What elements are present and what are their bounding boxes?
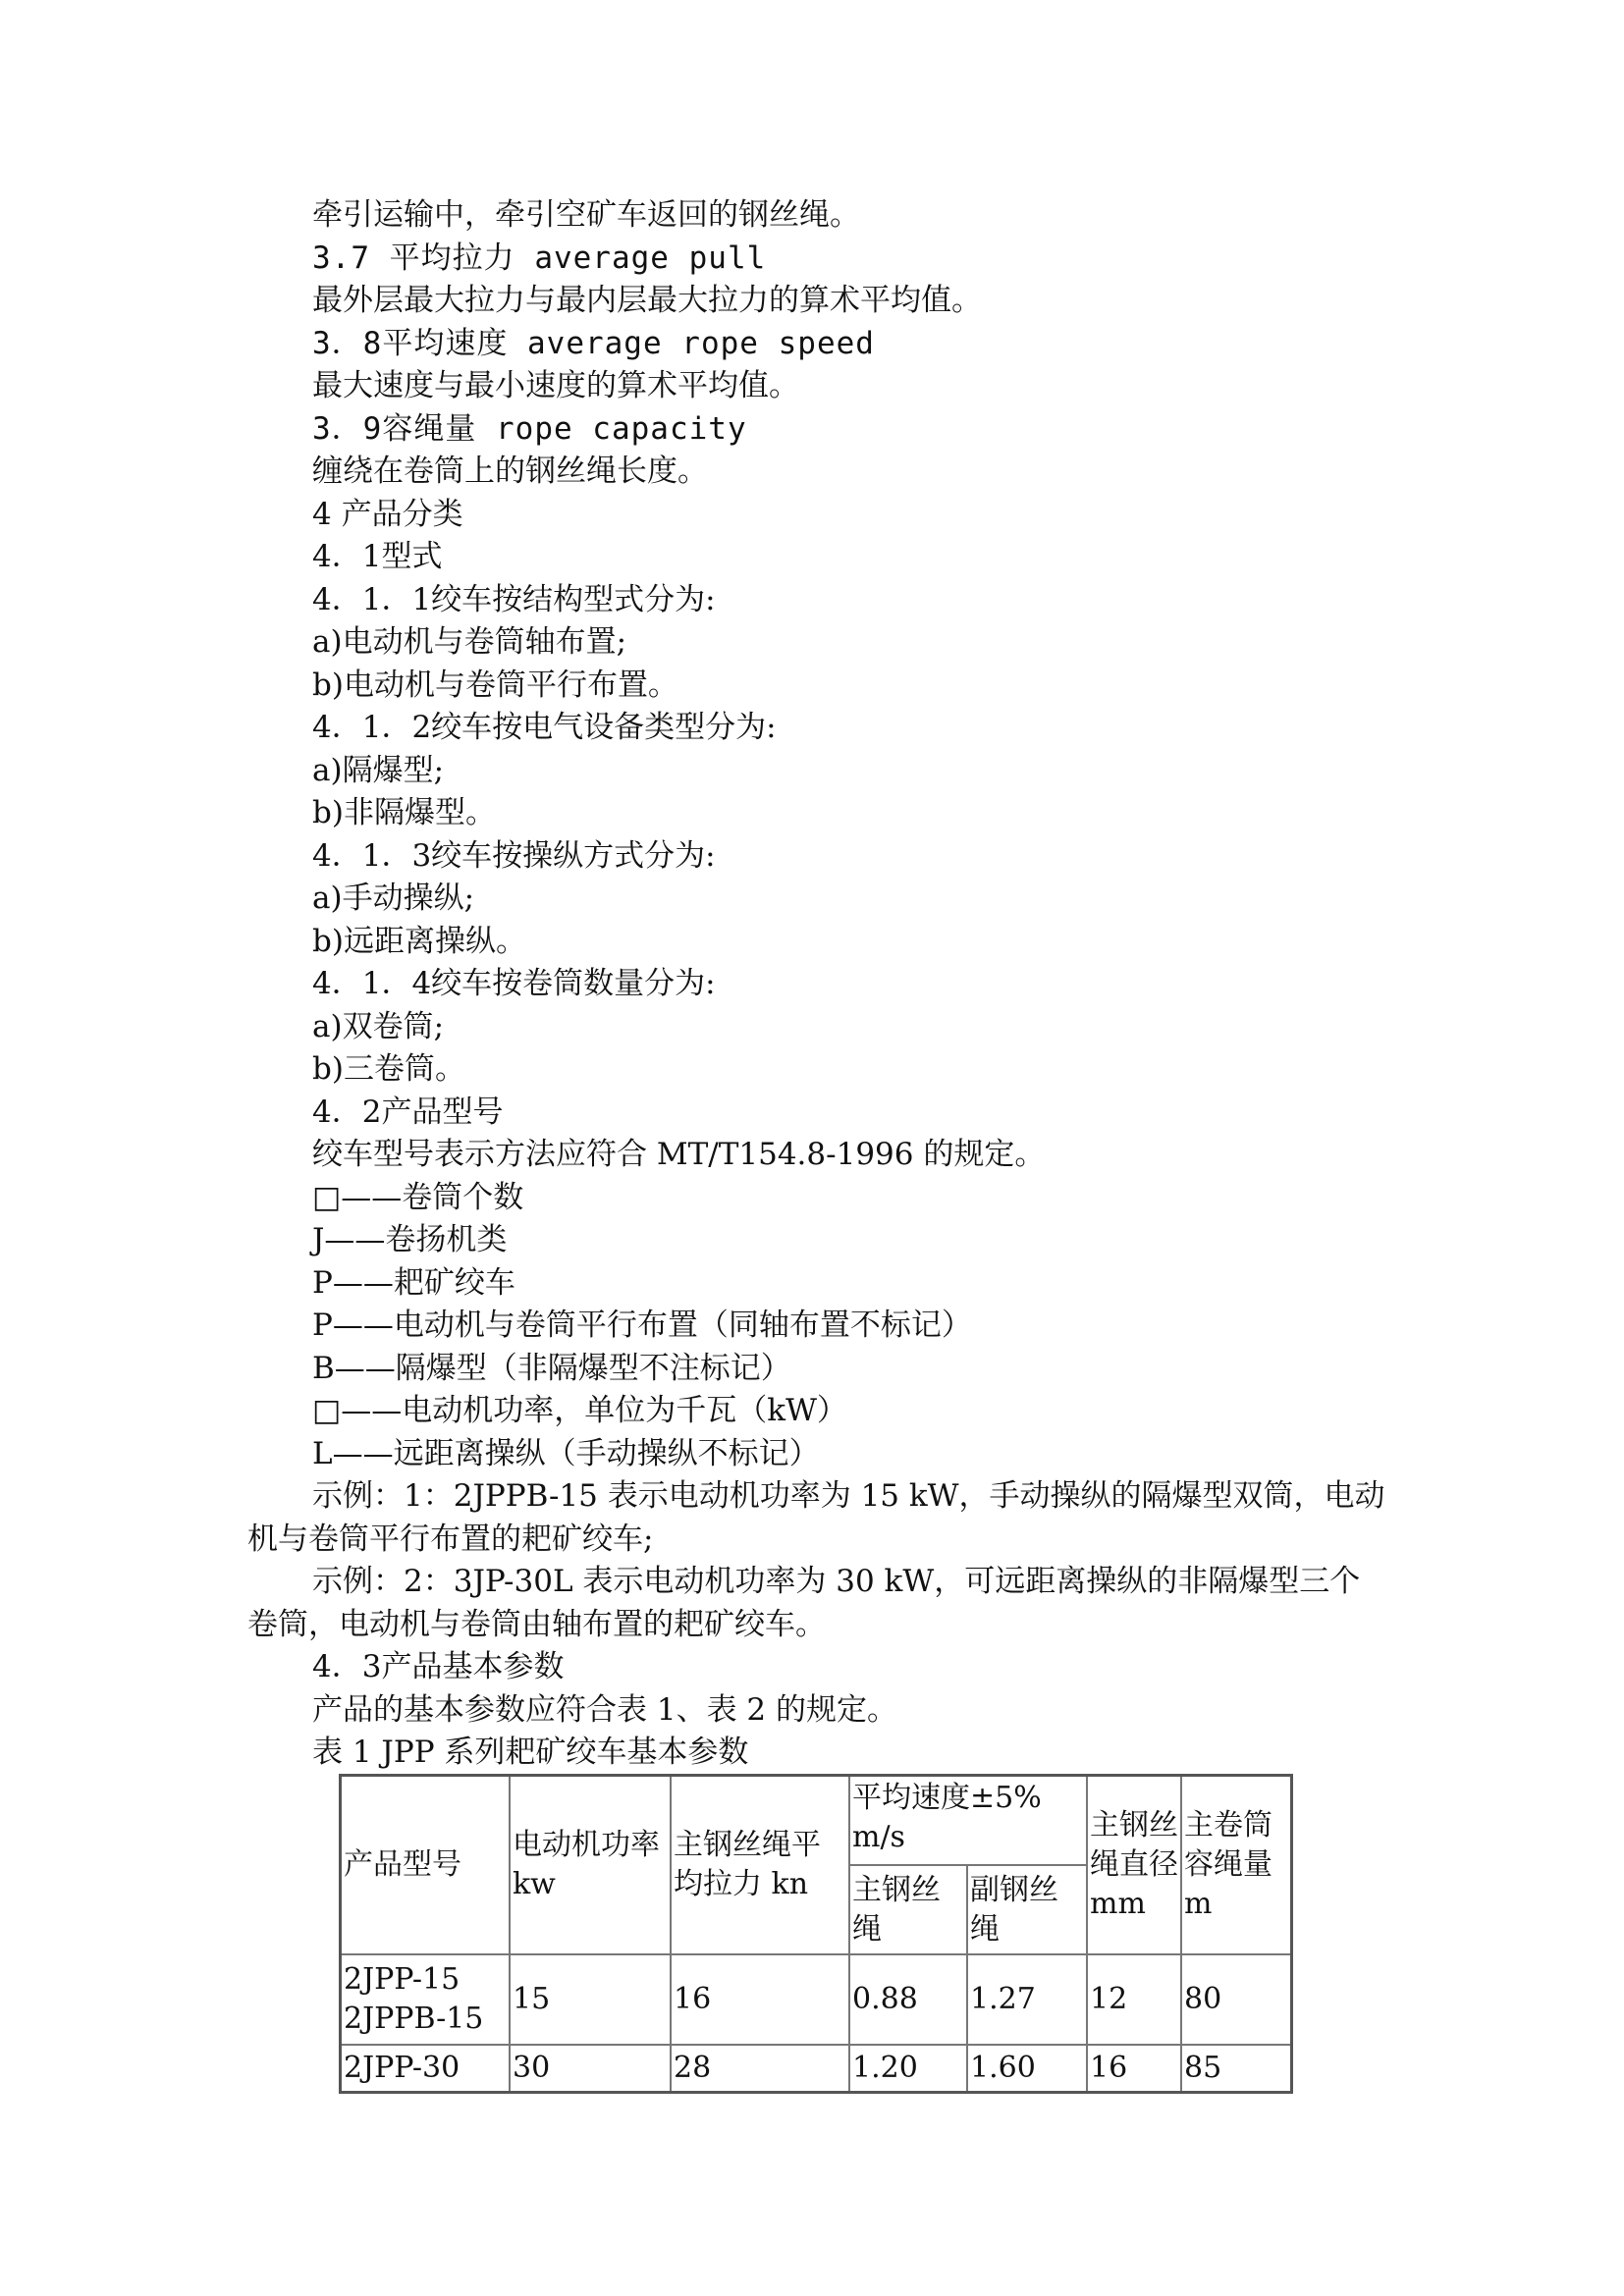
section-heading: 4．3产品基本参数 [312,1649,565,1684]
cell-pull: 16 [671,1954,849,2045]
table-row [341,1954,1292,2045]
code-legend-item: P——电动机与卷筒平行布置（同轴布置不标记） [312,1308,972,1343]
list-item: b)电动机与卷筒平行布置。 [312,667,678,703]
section-heading: 4．1．1绞车按结构型式分为: [312,581,716,617]
text-line: 缠绕在卷筒上的钢丝绳长度。 [312,454,708,489]
cell-diameter: 12 [1087,1954,1181,2045]
list-item: b)三卷筒。 [312,1051,465,1087]
header-speed-group: 平均速度±5% m/s [849,1776,1087,1866]
text-line: 最大速度与最小速度的算术平均值。 [312,368,799,403]
example-paragraph: 示例：1：2JPPB-15 表示电动机功率为 15 kW，手动操纵的隔爆型双筒，电动机与卷筒平行布置的耙矿绞车; [247,1478,1385,1557]
document-body [247,194,1386,1775]
cell-model: 2JPP-15 2JPPB-15 [341,1954,511,2045]
list-item: a)手动操纵; [312,881,475,916]
parameters-table [339,1774,1293,2094]
section-heading: 4．2产品型号 [312,1094,504,1130]
section-heading: 3.7 平均拉力 average pull [312,240,767,276]
header-rope-diameter: 主钢丝绳直径 mm [1087,1776,1181,1955]
code-legend-item: P——耙矿绞车 [312,1264,515,1301]
list-item: a)隔爆型; [312,752,445,788]
list-item: b)非隔爆型。 [312,795,496,830]
header-model: 产品型号 [341,1776,511,1955]
section-heading: 4．1．4绞车按卷筒数量分为: [312,966,716,1001]
table-caption: 表 1 JPP 系列耙矿绞车基本参数 [312,1735,749,1770]
list-item: b)远距离操纵。 [312,923,526,959]
code-legend-item: J——卷扬机类 [312,1222,508,1257]
cell-main-speed: 1.20 [849,2045,967,2093]
cell-aux-speed: 1.60 [967,2045,1087,2093]
section-heading: 3．8平均速度 average rope speed [312,325,875,361]
table-header-row [341,1776,1292,1866]
section-heading: 4．1．2绞车按电气设备类型分为: [312,710,777,745]
code-legend-item: □——卷筒个数 [312,1179,524,1215]
code-legend-item: L——远距离操纵（手动操纵不标记） [312,1435,820,1471]
text-line: 产品的基本参数应符合表 1、表 2 的规定。 [312,1691,898,1728]
code-legend-item: □——电动机功率，单位为千瓦（kW） [312,1393,847,1428]
cell-main-speed: 0.88 [849,1954,967,2045]
section-heading: 4．1型式 [312,539,443,574]
list-item: a)电动机与卷筒轴布置; [312,624,627,660]
cell-capacity: 80 [1181,1954,1292,2045]
header-power: 电动机功率 kw [510,1776,671,1955]
code-legend-item: B——隔爆型（非隔爆型不注标记） [312,1350,791,1386]
text-line: 最外层最大拉力与最内层最大拉力的算术平均值。 [312,283,982,318]
example-paragraph: 示例：2：3JP-30L 表示电动机功率为 30 kW，可远距离操纵的非隔爆型三个卷筒，电动机与卷筒由轴布置的耙矿绞车。 [247,1564,1361,1642]
cell-pull: 28 [671,2045,849,2093]
header-pull: 主钢丝绳平均拉力 kn [671,1776,849,1955]
cell-power: 15 [510,1954,671,2045]
header-aux-rope-speed: 副钢丝绳 [967,1865,1087,1954]
cell-power: 30 [510,2045,671,2093]
text-line: 绞车型号表示方法应符合 MT/T154.8-1996 的规定。 [312,1137,1046,1172]
section-heading: 4．1．3绞车按操纵方式分为: [312,837,716,874]
cell-aux-speed: 1.27 [967,1954,1087,2045]
section-heading: 4 产品分类 [312,496,463,532]
section-heading: 3．9容绳量 rope capacity [312,410,747,447]
cell-diameter: 16 [1087,2045,1181,2093]
list-item: a)双卷筒; [312,1008,445,1044]
cell-capacity: 85 [1181,2045,1292,2093]
text-line: 牵引运输中，牵引空矿车返回的钢丝绳。 [312,197,860,233]
header-main-rope-speed: 主钢丝绳 [849,1865,967,1954]
cell-model: 2JPP-30 [341,2045,511,2093]
header-capacity: 主卷筒容绳量 m [1181,1776,1292,1955]
table-row [341,2045,1292,2093]
